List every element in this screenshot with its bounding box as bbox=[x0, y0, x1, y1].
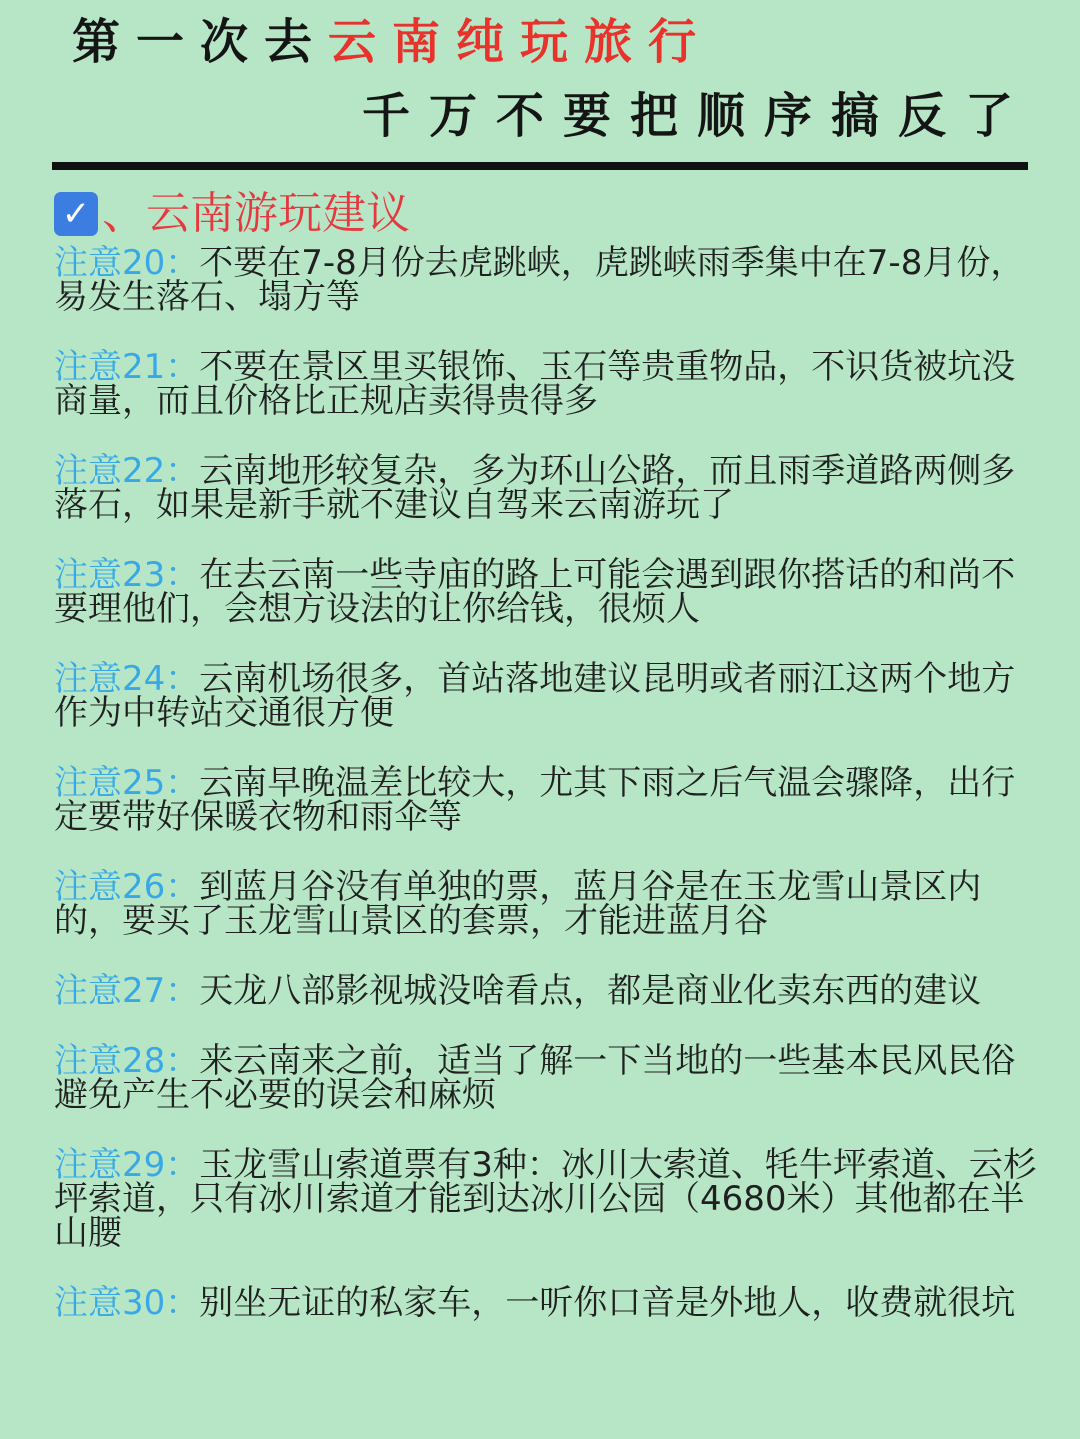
note-text: 不要在景区里买银饰、玉石等贵重物品，不识货被坑没商量，而且价格比正规店卖得贵得多 bbox=[54, 347, 1016, 421]
note-label: 注意25： bbox=[54, 763, 200, 803]
note-item bbox=[54, 971, 1044, 1011]
note-text: 云南机场很多，首站落地建议昆明或者丽江这两个地方作为中转站交通很方便 bbox=[54, 659, 1016, 733]
section-title: 、云南游玩建议 bbox=[102, 188, 410, 239]
note-text-continued: 定要带好保暖衣物和雨伞等 bbox=[54, 797, 462, 837]
title-red-part: 云南纯玩旅行 bbox=[328, 14, 713, 70]
note-item bbox=[54, 555, 1044, 629]
note-label: 注意23： bbox=[54, 555, 200, 595]
note-text: 天龙八部影视城没啥看点，都是商业化卖东西的建议 bbox=[199, 971, 982, 1011]
note-label: 注意22： bbox=[54, 451, 200, 491]
note-item bbox=[54, 347, 1044, 421]
title-black-part: 第一次去 bbox=[72, 14, 329, 70]
note-label: 注意21： bbox=[54, 347, 200, 387]
note-label: 注意30： bbox=[54, 1283, 200, 1323]
title-line-1 bbox=[72, 10, 712, 74]
note-text: 在去云南一些寺庙的路上可能会遇到跟你搭话的和尚不要理他们，会想方设法的让你给钱，很烦人 bbox=[54, 555, 1016, 629]
note-text: 别坐无证的私家车，一听你口音是外地人，收费就很坑 bbox=[199, 1283, 1016, 1323]
note-item bbox=[54, 1145, 1044, 1253]
check-box-icon: ✓ bbox=[54, 192, 98, 236]
note-text: 来云南来之前，适当了解一下当地的一些基本民风民俗避免产生不必要的误会和麻烦 bbox=[54, 1041, 1016, 1115]
title-divider bbox=[52, 162, 1028, 170]
note-text: 云南早晚温差比较大，尤其下雨之后气温会骤降，出行 bbox=[199, 763, 1016, 803]
note-label: 注意26： bbox=[54, 867, 200, 907]
note-label: 注意28： bbox=[54, 1041, 200, 1081]
note-text: 玉龙雪山索道票有3种：冰川大索道、牦牛坪索道、云杉坪索道，只有冰川索道才能到达冰川公园（4680米）其他都在半山腰 bbox=[54, 1145, 1037, 1253]
note-item bbox=[54, 451, 1044, 525]
note-item bbox=[54, 1041, 1044, 1115]
note-label: 注意29： bbox=[54, 1145, 200, 1185]
notes-list bbox=[54, 243, 1044, 1356]
note-text: 云南地形较复杂，多为环山公路，而且雨季道路两侧多落石，如果是新手就不建议自驾来云南游玩了 bbox=[54, 451, 1016, 525]
note-item bbox=[54, 659, 1044, 733]
note-text: 到蓝月谷没有单独的票，蓝月谷是在玉龙雪山景区内的，要买了玉龙雪山景区的套票，才能进蓝月谷 bbox=[54, 867, 982, 941]
note-item bbox=[54, 243, 1044, 317]
note-item bbox=[54, 763, 1044, 837]
note-text: 不要在7-8月份去虎跳峡，虎跳峡雨季集中在7-8月份，易发生落石、塌方等 bbox=[54, 243, 1025, 317]
note-label: 注意24： bbox=[54, 659, 200, 699]
title-line-2: 千万不要把顺序搞反了 bbox=[361, 88, 1032, 144]
note-item bbox=[54, 1283, 1044, 1323]
note-label: 注意20： bbox=[54, 243, 200, 283]
note-label: 注意27： bbox=[54, 971, 200, 1011]
note-item bbox=[54, 867, 1044, 941]
section-header bbox=[54, 188, 410, 240]
